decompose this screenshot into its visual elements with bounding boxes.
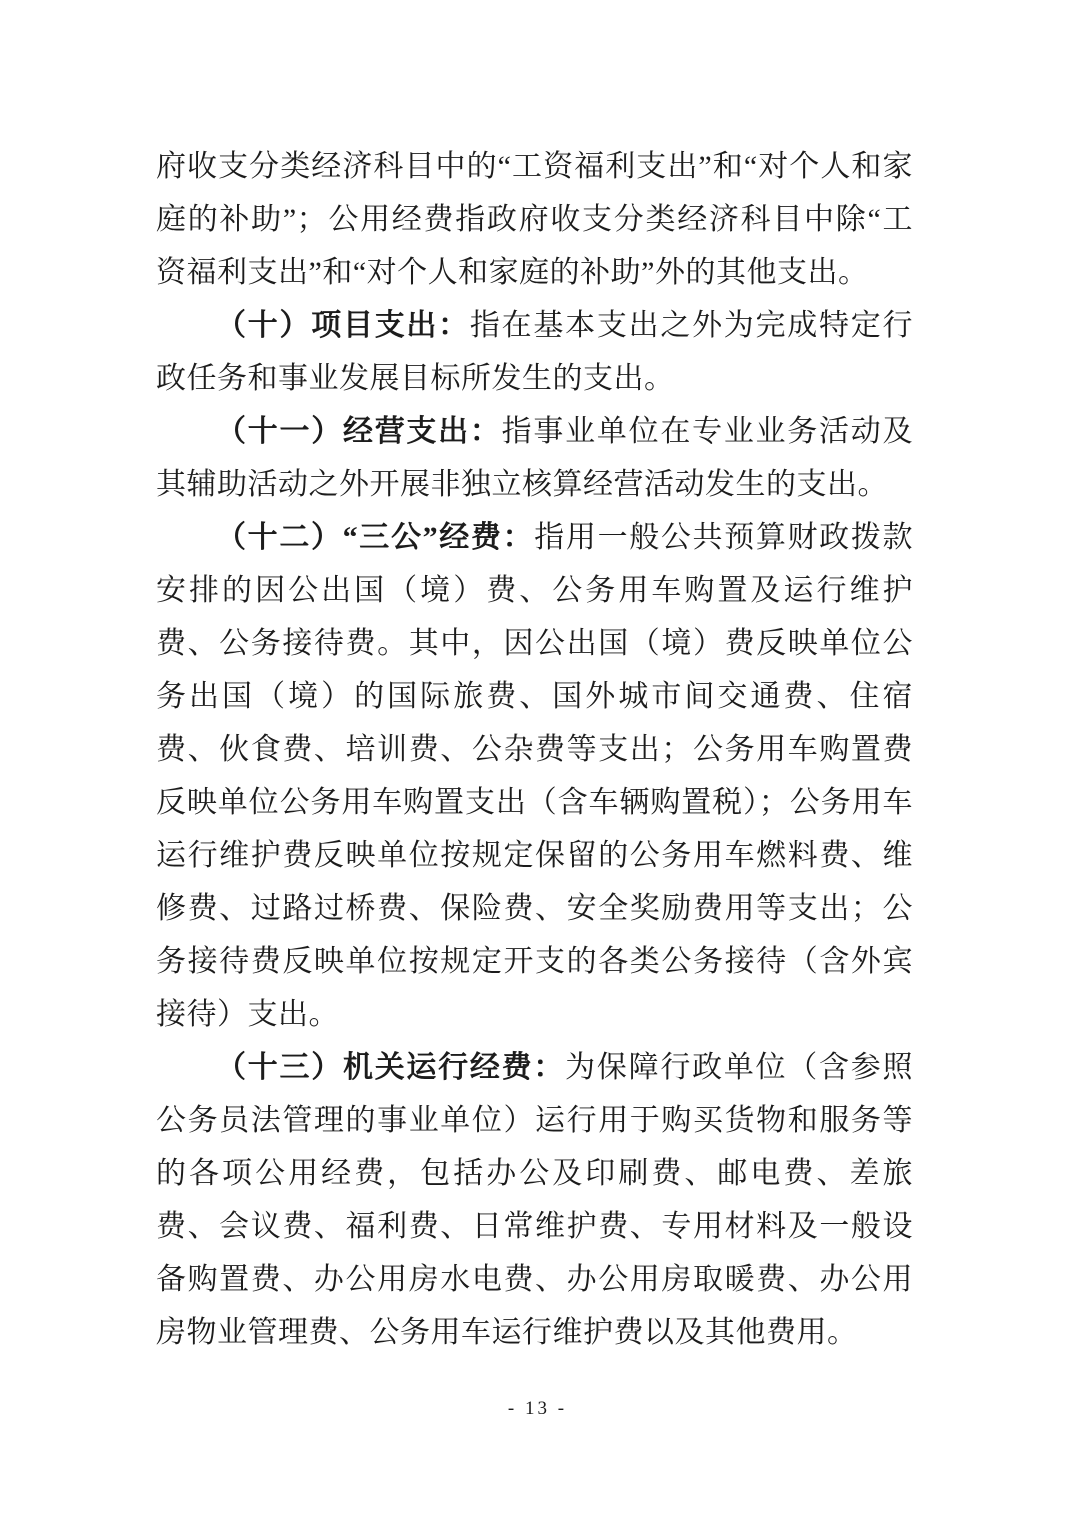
paragraph-text: 指在基本支出之外为完成特定行政任务和事业发展目标所发生的支出。 — [156, 309, 914, 395]
paragraph — [156, 1041, 913, 1359]
paragraph — [156, 405, 913, 511]
document-body — [156, 140, 913, 1359]
paragraph — [156, 140, 913, 299]
paragraph-heading: （十二）“三公”经费： — [216, 521, 535, 554]
paragraph-text: 府收支分类经济科目中的“工资福利支出”和“对个人和家庭的补助”；公用经费指政府收支分类经济科目中除“工资福利支出”和“对个人和家庭的补助”外的其他支出。 — [156, 150, 913, 289]
paragraph — [156, 511, 913, 1041]
paragraph-text: 指用一般公共预算财政拨款安排的因公出国（境）费、公务用车购置及运行维护费、公务接待费。其中，因公出国（境）费反映单位公务出国（境）的国际旅费、国外城市间交通费、住宿费、伙食费、培训费、公杂费等支出；公务用车购置费反映单位公务用车购置支出（含车辆购置税）；公务用车运行维护费反映单位按规定保留的公务用车燃料费、维修费、过路过桥费、保险费、安全奖励费用等支出；公务接待费反映单位按规定开支的各类公务接待（含外宾接待）支出。 — [156, 521, 913, 1031]
paragraph-heading: （十）项目支出： — [216, 309, 470, 342]
page-number: - 13 - — [507, 1398, 568, 1419]
paragraph-heading: （十三）机关运行经费： — [216, 1051, 566, 1084]
paragraph-text: 为保障行政单位（含参照公务员法管理的事业单位）运行用于购买货物和服务等的各项公用经费，包括办公及印刷费、邮电费、差旅费、会议费、福利费、日常维护费、专用材料及一般设备购置费、办公用房水电费、办公用房取暖费、办公用房物业管理费、公务用车运行维护费以及其他费用。 — [156, 1051, 914, 1349]
paragraph — [156, 299, 913, 405]
paragraph-text: 指事业单位在专业业务活动及其辅助活动之外开展非独立核算经营活动发生的支出。 — [156, 415, 914, 501]
paragraph-heading: （十一）经营支出： — [216, 415, 502, 448]
